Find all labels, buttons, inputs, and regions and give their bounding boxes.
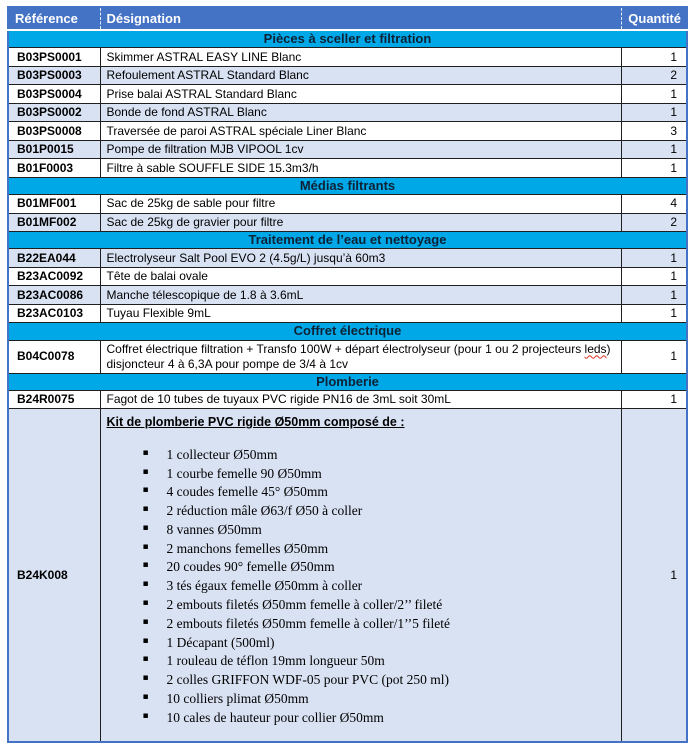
table-row [8,409,687,742]
kit-item: ▪ 2 manchons femelles Ø50mm [143,542,615,556]
kit-item: ▪ 1 Décapant (500ml) [143,636,615,650]
kit-list [143,448,615,725]
section-header: Coffret électrique [8,323,687,340]
reference-cell: B24K008 [8,409,100,742]
designation-cell: Electrolyseur Salt Pool EVO 2 (4.5g/L) jusqu’à 60m3 [100,249,621,268]
quantity-cell: 2 [621,213,687,232]
designation-cell: Tuyau Flexible 9mL [100,304,621,323]
kit-item: ▪ 20 coudes 90° femelle Ø50mm [143,560,615,574]
table-row [8,85,687,104]
quantity-cell: 1 [621,390,687,409]
kit-item: ▪ 2 colles GRIFFON WDF-05 pour PVC (pot 250 ml) [143,673,615,687]
designation-cell: Sac de 25kg de sable pour filtre [100,195,621,214]
table-row [8,140,687,159]
table-body [8,30,687,742]
table-row [8,340,687,373]
quantity-cell: 1 [621,286,687,305]
kit-item: ▪ 1 courbe femelle 90 Ø50mm [143,467,615,481]
quantity-cell: 1 [621,159,687,178]
kit-item: ▪ 2 embouts filetés Ø50mm femelle à coller/2’’ fileté [143,598,615,612]
quantity-cell: 1 [621,103,687,122]
kit-item: ▪ 10 cales de hauteur pour collier Ø50mm [143,711,615,725]
kit-item: ▪ 10 colliers plimat Ø50mm [143,692,615,706]
designation-cell: Fagot de 10 tubes de tuyaux PVC rigide PN16 de 3mL soit 30mL [100,390,621,409]
quantity-cell: 3 [621,122,687,141]
kit-item: ▪ 2 embouts filetés Ø50mm femelle à coller/1’’5 fileté [143,617,615,631]
bill-of-materials-table [7,6,688,743]
designation-cell: Traversée de paroi ASTRAL spéciale Liner Blanc [100,122,621,141]
col-header-reference: Référence [8,7,100,30]
header-row [8,7,687,30]
reference-cell: B01P0015 [8,140,100,159]
designation-cell: Refoulement ASTRAL Standard Blanc [100,66,621,85]
reference-cell: B24R0075 [8,390,100,409]
section-header: Plomberie [8,373,687,390]
spellcheck-word: leds [584,341,607,356]
designation-cell: Pompe de filtration MJB VIPOOL 1cv [100,140,621,159]
table-row [8,103,687,122]
table-row [8,286,687,305]
quantity-cell: 4 [621,195,687,214]
kit-item: ▪ 2 réduction mâle Ø63/f Ø50 à coller [143,504,615,518]
table-row [8,213,687,232]
kit-heading: Kit de plomberie PVC rigide Ø50mm composé de : [106,415,405,430]
table-row [8,390,687,409]
quantity-cell: 1 [621,48,687,67]
quantity-cell: 1 [621,409,687,742]
table-row [8,249,687,268]
section-row [8,323,687,340]
reference-cell: B23AC0086 [8,286,100,305]
reference-cell: B04C0078 [8,340,100,373]
section-row [8,177,687,194]
section-header: Médias filtrants [8,177,687,194]
kit-item: ▪ 8 vannes Ø50mm [143,523,615,537]
quantity-cell: 1 [621,140,687,159]
table-row [8,122,687,141]
quantity-cell: 1 [621,249,687,268]
quantity-cell: 1 [621,85,687,104]
quantity-cell: 1 [621,304,687,323]
kit-item: ▪ 4 coudes femelle 45° Ø50mm [143,485,615,499]
table-row [8,195,687,214]
reference-cell: B03PS0004 [8,85,100,104]
section-header: Pièces à sceller et filtration [8,30,687,48]
reference-cell: B03PS0003 [8,66,100,85]
designation-cell: Tête de balai ovale [100,267,621,286]
designation-cell: Manche télescopique de 1.8 à 3.6mL [100,286,621,305]
designation-cell: Coffret électrique filtration + Transfo 100W + départ électrolyseur (pour 1 ou 2 projecteurs leds) disjoncteur 4 à 6,3A pour pompe de 3/4 à 1cv [100,340,621,373]
reference-cell: B01MF001 [8,195,100,214]
quantity-cell: 2 [621,66,687,85]
reference-cell: B03PS0002 [8,103,100,122]
table-row [8,304,687,323]
quantity-cell: 1 [621,267,687,286]
col-header-quantity: Quantité [621,7,687,30]
section-row [8,30,687,48]
table-header [8,7,687,30]
reference-cell: B23AC0103 [8,304,100,323]
reference-cell: B22EA044 [8,249,100,268]
kit-item: ▪ 1 rouleau de téflon 19mm longueur 50m [143,654,615,668]
designation-cell: Sac de 25kg de gravier pour filtre [100,213,621,232]
col-header-designation: Désignation [100,7,621,30]
table-row [8,159,687,178]
designation-cell: Prise balai ASTRAL Standard Blanc [100,85,621,104]
table-row [8,267,687,286]
quantity-cell: 1 [621,340,687,373]
kit-item: ▪ 1 collecteur Ø50mm [143,448,615,462]
reference-cell: B23AC0092 [8,267,100,286]
table-row [8,48,687,67]
table-row [8,66,687,85]
designation-cell: Skimmer ASTRAL EASY LINE Blanc [100,48,621,67]
reference-cell: B01F0003 [8,159,100,178]
section-row [8,373,687,390]
designation-cell: Filtre à sable SOUFFLE SIDE 15.3m3/h [100,159,621,178]
section-header: Traitement de l’eau et nettoyage [8,232,687,249]
section-row [8,232,687,249]
kit-item: ▪ 3 tés égaux femelle Ø50mm à coller [143,579,615,593]
reference-cell: B03PS0001 [8,48,100,67]
designation-cell: Bonde de fond ASTRAL Blanc [100,103,621,122]
reference-cell: B03PS0008 [8,122,100,141]
designation-cell [100,409,621,742]
reference-cell: B01MF002 [8,213,100,232]
